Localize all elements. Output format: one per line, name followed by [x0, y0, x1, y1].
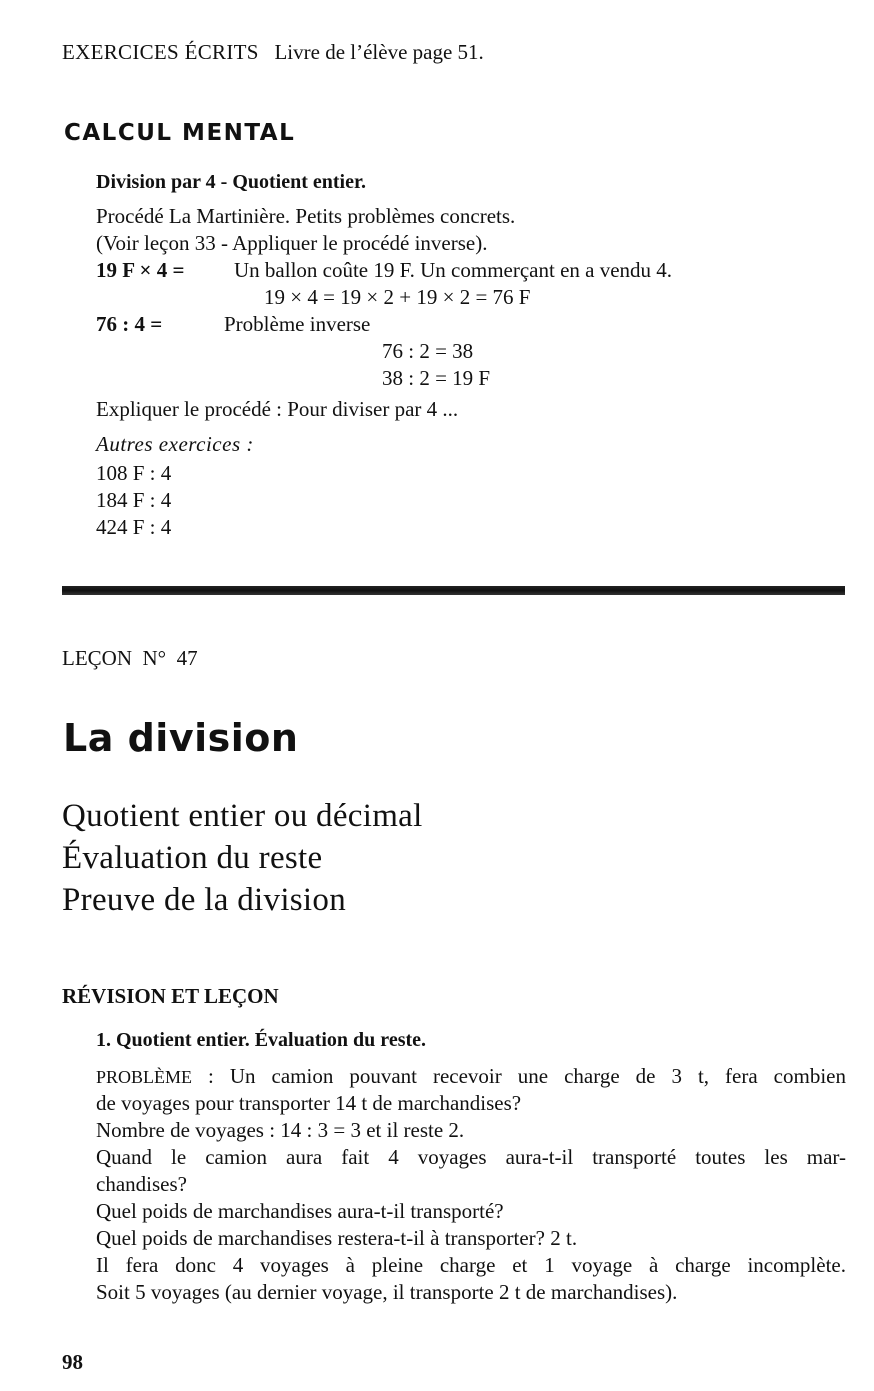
header-line	[62, 40, 484, 65]
probleme-line-2: de voyages pour transporter 14 t de marchandises?	[96, 1091, 522, 1115]
example-2-text: Problème inverse	[224, 312, 371, 336]
lesson-number-value: 47	[176, 646, 198, 670]
autres-title: Autres exercices :	[96, 432, 254, 456]
lesson-number	[62, 646, 198, 671]
lesson-title: La division	[63, 716, 299, 760]
example-1-text: Un ballon coûte 19 F. Un commerçant en a vendu 4.	[234, 258, 673, 282]
lesson-subtitle-1: Quotient entier ou décimal	[62, 798, 423, 834]
autre-exercice-2: 184 F : 4	[96, 488, 172, 512]
probleme-line-4: Quand le camion aura fait 4 voyages aura-t-il transporté toutes les mar-	[96, 1145, 846, 1169]
header-reference: Livre de l’élève page 51.	[274, 40, 484, 64]
probleme-line-7: Quel poids de marchandises restera-t-il à transporter? 2 t.	[96, 1226, 578, 1250]
probleme-text: : Un camion pouvant recevoir une charge de 3 t, fera combien	[208, 1064, 846, 1088]
autre-exercice-1: 108 F : 4	[96, 461, 172, 485]
page-number: 98	[62, 1350, 83, 1374]
revision-title: RÉVISION ET LEÇON	[62, 984, 279, 1008]
explain-line: Expliquer le procédé : Pour diviser par 4 ...	[96, 397, 459, 421]
lesson-subtitle-2: Évaluation du reste	[62, 840, 323, 876]
lesson-subtitle-3: Preuve de la division	[62, 882, 346, 918]
probleme-line-6: Quel poids de marchandises aura-t-il transporté?	[96, 1199, 504, 1223]
lesson-label: LEÇON	[62, 646, 132, 670]
autre-exercice-3: 424 F : 4	[96, 515, 172, 539]
calcul-line-1: Procédé La Martinière. Petits problèmes concrets.	[96, 204, 516, 228]
section-divider	[62, 586, 845, 595]
example-2-calc-2: 38 : 2 = 19 F	[382, 366, 491, 390]
probleme-label: PROBLÈME	[96, 1067, 193, 1087]
probleme-line-9: Soit 5 voyages (au dernier voyage, il transporte 2 t de marchandises).	[96, 1280, 678, 1304]
probleme-line-8: Il fera donc 4 voyages à pleine charge et 1 voyage à charge incomplète.	[96, 1253, 846, 1277]
probleme-line-3: Nombre de voyages : 14 : 3 = 3 et il reste 2.	[96, 1118, 465, 1142]
example-2-label: 76 : 4 =	[96, 312, 163, 336]
section-1-title: 1. Quotient entier. Évaluation du reste.	[96, 1029, 427, 1051]
calcul-mental-subtitle: Division par 4 - Quotient entier.	[96, 171, 367, 193]
header-section: EXERCICES ÉCRITS	[62, 40, 259, 64]
example-1-calc: 19 × 4 = 19 × 2 + 19 × 2 = 76 F	[264, 285, 531, 309]
lesson-number-sign: N°	[142, 646, 167, 670]
example-1-label: 19 F × 4 =	[96, 258, 185, 282]
calcul-line-2: (Voir leçon 33 - Appliquer le procédé inverse).	[96, 231, 488, 255]
probleme-line-5: chandises?	[96, 1172, 187, 1196]
example-2-calc-1: 76 : 2 = 38	[382, 339, 474, 363]
probleme-line-1	[96, 1063, 846, 1091]
calcul-mental-title: CALCUL MENTAL	[64, 120, 296, 146]
